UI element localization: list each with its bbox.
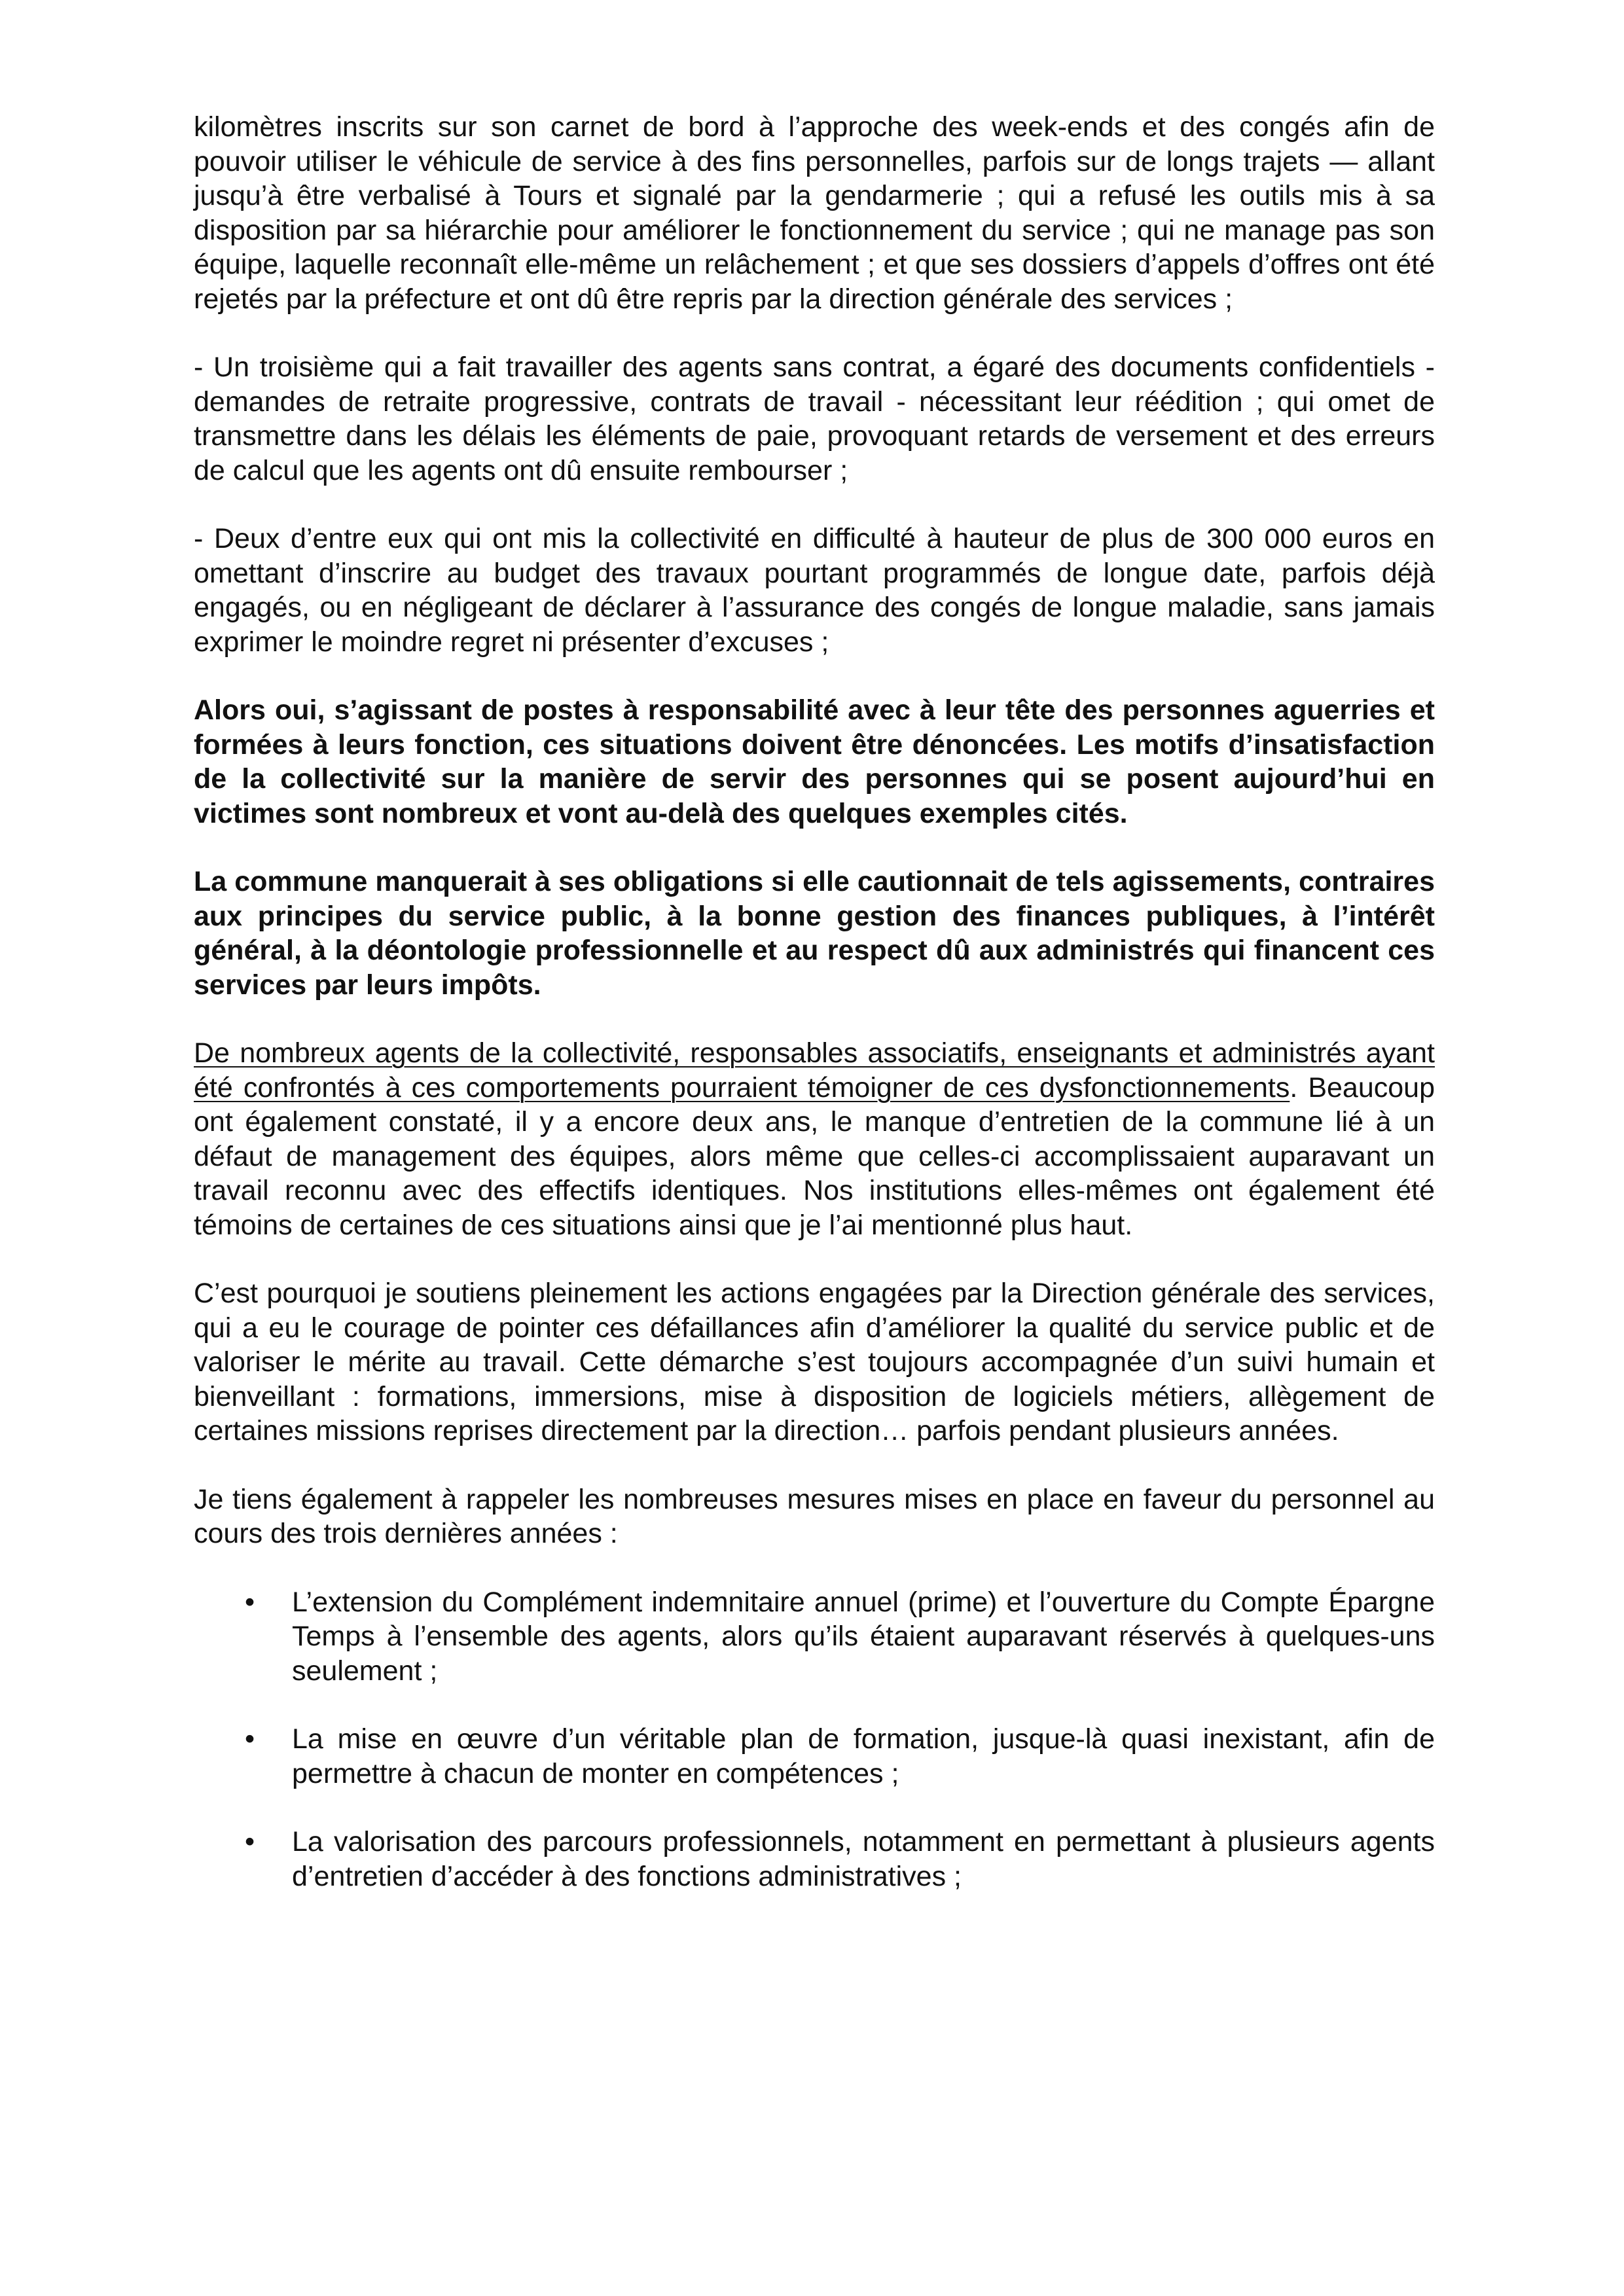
bold-paragraph-denunciation: Alors oui, s’agissant de postes à responsabilité avec à leur tête des personnes aguerries et formées à leurs fonction, ces situations doivent être dénoncées. Les motifs d’insatisfaction de la collectivité sur la manière de servir des personnes qui se posent aujourd’hui en victimes sont nombreux et vont au-delà des quelques exemples cités. xyxy=(194,694,1435,829)
bold-paragraph-obligations: La commune manquerait à ses obligations si elle cautionnait de tels agissements, contraires aux principes du service public, à la bonne gestion des finances publiques, à l’intérêt général, à la déontologie professionnelle et au respect dû aux administrés qui financent ces services par leurs impôts. xyxy=(194,866,1435,1001)
paragraph-support: C’est pourquoi je soutiens pleinement les actions engagées par la Direction générale des services, qui a eu le courage de pointer ces défaillances afin d’améliorer la qualité du service public et de valoriser le mérite au travail. Cette démarche s’est toujours accompagnée d’un suivi humain et bienveillant : formations, immersions, mise à disposition de logiciels métiers, allègement de certaines missions reprises directement par la direction… parfois pendant plusieurs années. xyxy=(194,1278,1435,1446)
paragraph-measures-intro: Je tiens également à rappeler les nombreuses mesures mises en place en faveur du personnel au cours des trois dernières années : xyxy=(194,1483,1435,1549)
paragraph-budget-difficulty: - Deux d’entre eux qui ont mis la collectivité en difficulté à hauteur de plus de 300 000 euros en omettant d’inscrire au budget des travaux pourtant programmés de longue date, parfois déjà engagés, ou en négligeant de déclarer à l’assurance des congés de longue maladie, sans jamais exprimer le moindre regret ni présenter d’excuses ; xyxy=(194,523,1435,658)
paragraph-vehicle-misuse: kilomètres inscrits sur son carnet de bord à l’approche des week-ends et des congés afin de pouvoir utiliser le véhicule de service à des fins personnelles, parfois sur de longs trajets — allant jusqu’à être verbalisé à Tours et signalé par la gendarmerie ; qui a refusé les outils mis à sa disposition par sa hiérarchie pour améliorer le fonctionnement du service ; qui ne manage pas son équipe, laquelle reconnaît elle-même un relâchement ; et que ses dossiers d’appels d’offres ont été rejetés par la préfecture et ont dû être repris par la direction générale des services ; xyxy=(194,111,1435,315)
bullet-icon: • xyxy=(245,1826,255,1857)
list-item xyxy=(194,1722,1435,1791)
list-item xyxy=(194,1585,1435,1689)
testimony-rest-text: . Beaucoup ont également constaté, il y a encore deux ans, le manque d’entretien de la commune lié à un défaut de management des équipes, alors même que celles-ci accomplissaient auparavant un travail reconnu avec des effectifs identiques. Nos institutions elles-mêmes ont également été témoins de certaines de ces situations ainsi que je l’ai mentionné plus haut. xyxy=(194,1071,1435,1241)
bullet-icon: • xyxy=(245,1586,255,1618)
list-item-text: L’extension du Complément indemnitaire annuel (prime) et l’ouverture du Compte Épargne Temps à l’ensemble des agents, alors qu’ils étaient auparavant réservés à quelques-uns seulement ; xyxy=(292,1586,1435,1687)
list-item-text: La valorisation des parcours professionnels, notamment en permettant à plusieurs agents d’entretien d’accéder à des fonctions administratives ; xyxy=(292,1826,1435,1892)
document-page xyxy=(194,110,1435,1928)
measures-list xyxy=(194,1585,1435,1894)
list-item xyxy=(194,1825,1435,1893)
bullet-icon: • xyxy=(245,1723,255,1755)
list-item-text: La mise en œuvre d’un véritable plan de formation, jusque-là quasi inexistant, afin de permettre à chacun de monter en compétences ; xyxy=(292,1723,1435,1789)
testimony-underlined-text: De nombreux agents de la collectivité, responsables associatifs, enseignants et administrés ayant été confrontés à ces comportements pourraient témoigner de ces dysfonctionnements xyxy=(194,1037,1435,1103)
paragraph-testimony xyxy=(194,1036,1435,1242)
paragraph-third-agent: - Un troisième qui a fait travailler des agents sans contrat, a égaré des documents confidentiels - demandes de retraite progressive, contrats de travail - nécessitant leur réédition ; qui omet de transmettre dans les délais les éléments de paie, provoquant retards de versement et des erreurs de calcul que les agents ont dû ensuite rembourser ; xyxy=(194,351,1435,486)
